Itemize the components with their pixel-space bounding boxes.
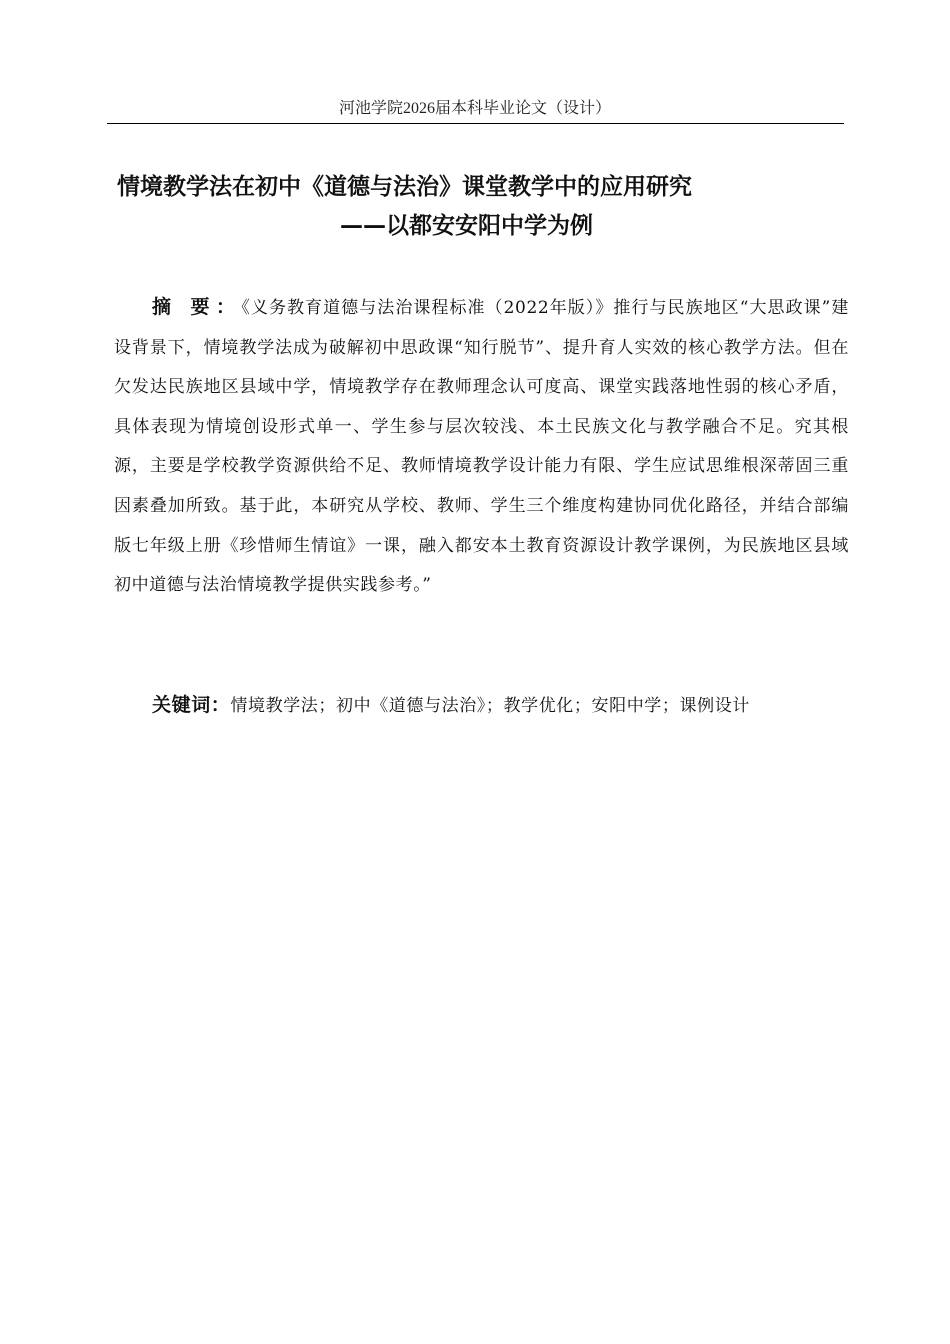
abstract-paragraph xyxy=(114,288,849,606)
abstract-text: 《义务教育道德与法治课程标准（2022年版）》推行与民族地区“大思政课”建设背景下，情境教学法成为破解初中思政课“知行脱节”、提升育人实效的核心教学方法。但在欠发达民族地区县域中学，情境教学存在教师理念认可度高、课堂实践落地性弱的核心矛盾，具体表现为情境创设形式单一、学生参与层次较浅、本土民族文化与教学融合不足。究其根源，主要是学校教学资源供给不足、教师情境教学设计能力有限、学生应试思维根深蒂固三重因素叠加所致。基于此，本研究从学校、教师、学生三个维度构建协同优化路径，并结合部编版七年级上册《珍惜师生情谊》一课，融入都安本土教育资源设计教学课例，为民族地区县域初中道德与法治情境教学提供实践参考。” xyxy=(114,298,849,596)
keywords-text: 情境教学法；初中《道德与法治》；教学优化；安阳中学；课例设计 xyxy=(230,696,750,716)
keywords-line xyxy=(152,688,750,723)
running-header: 河池学院2026届本科毕业论文（设计） xyxy=(338,100,611,117)
paper-subtitle: ——以都安安阳中学为例 xyxy=(340,213,593,239)
abstract-label: 摘 要： xyxy=(152,296,242,318)
keywords-label: 关键词： xyxy=(152,694,231,716)
header-rule xyxy=(107,123,844,124)
paper-title: 情境教学法在初中《道德与法治》课堂教学中的应用研究 xyxy=(117,174,692,200)
